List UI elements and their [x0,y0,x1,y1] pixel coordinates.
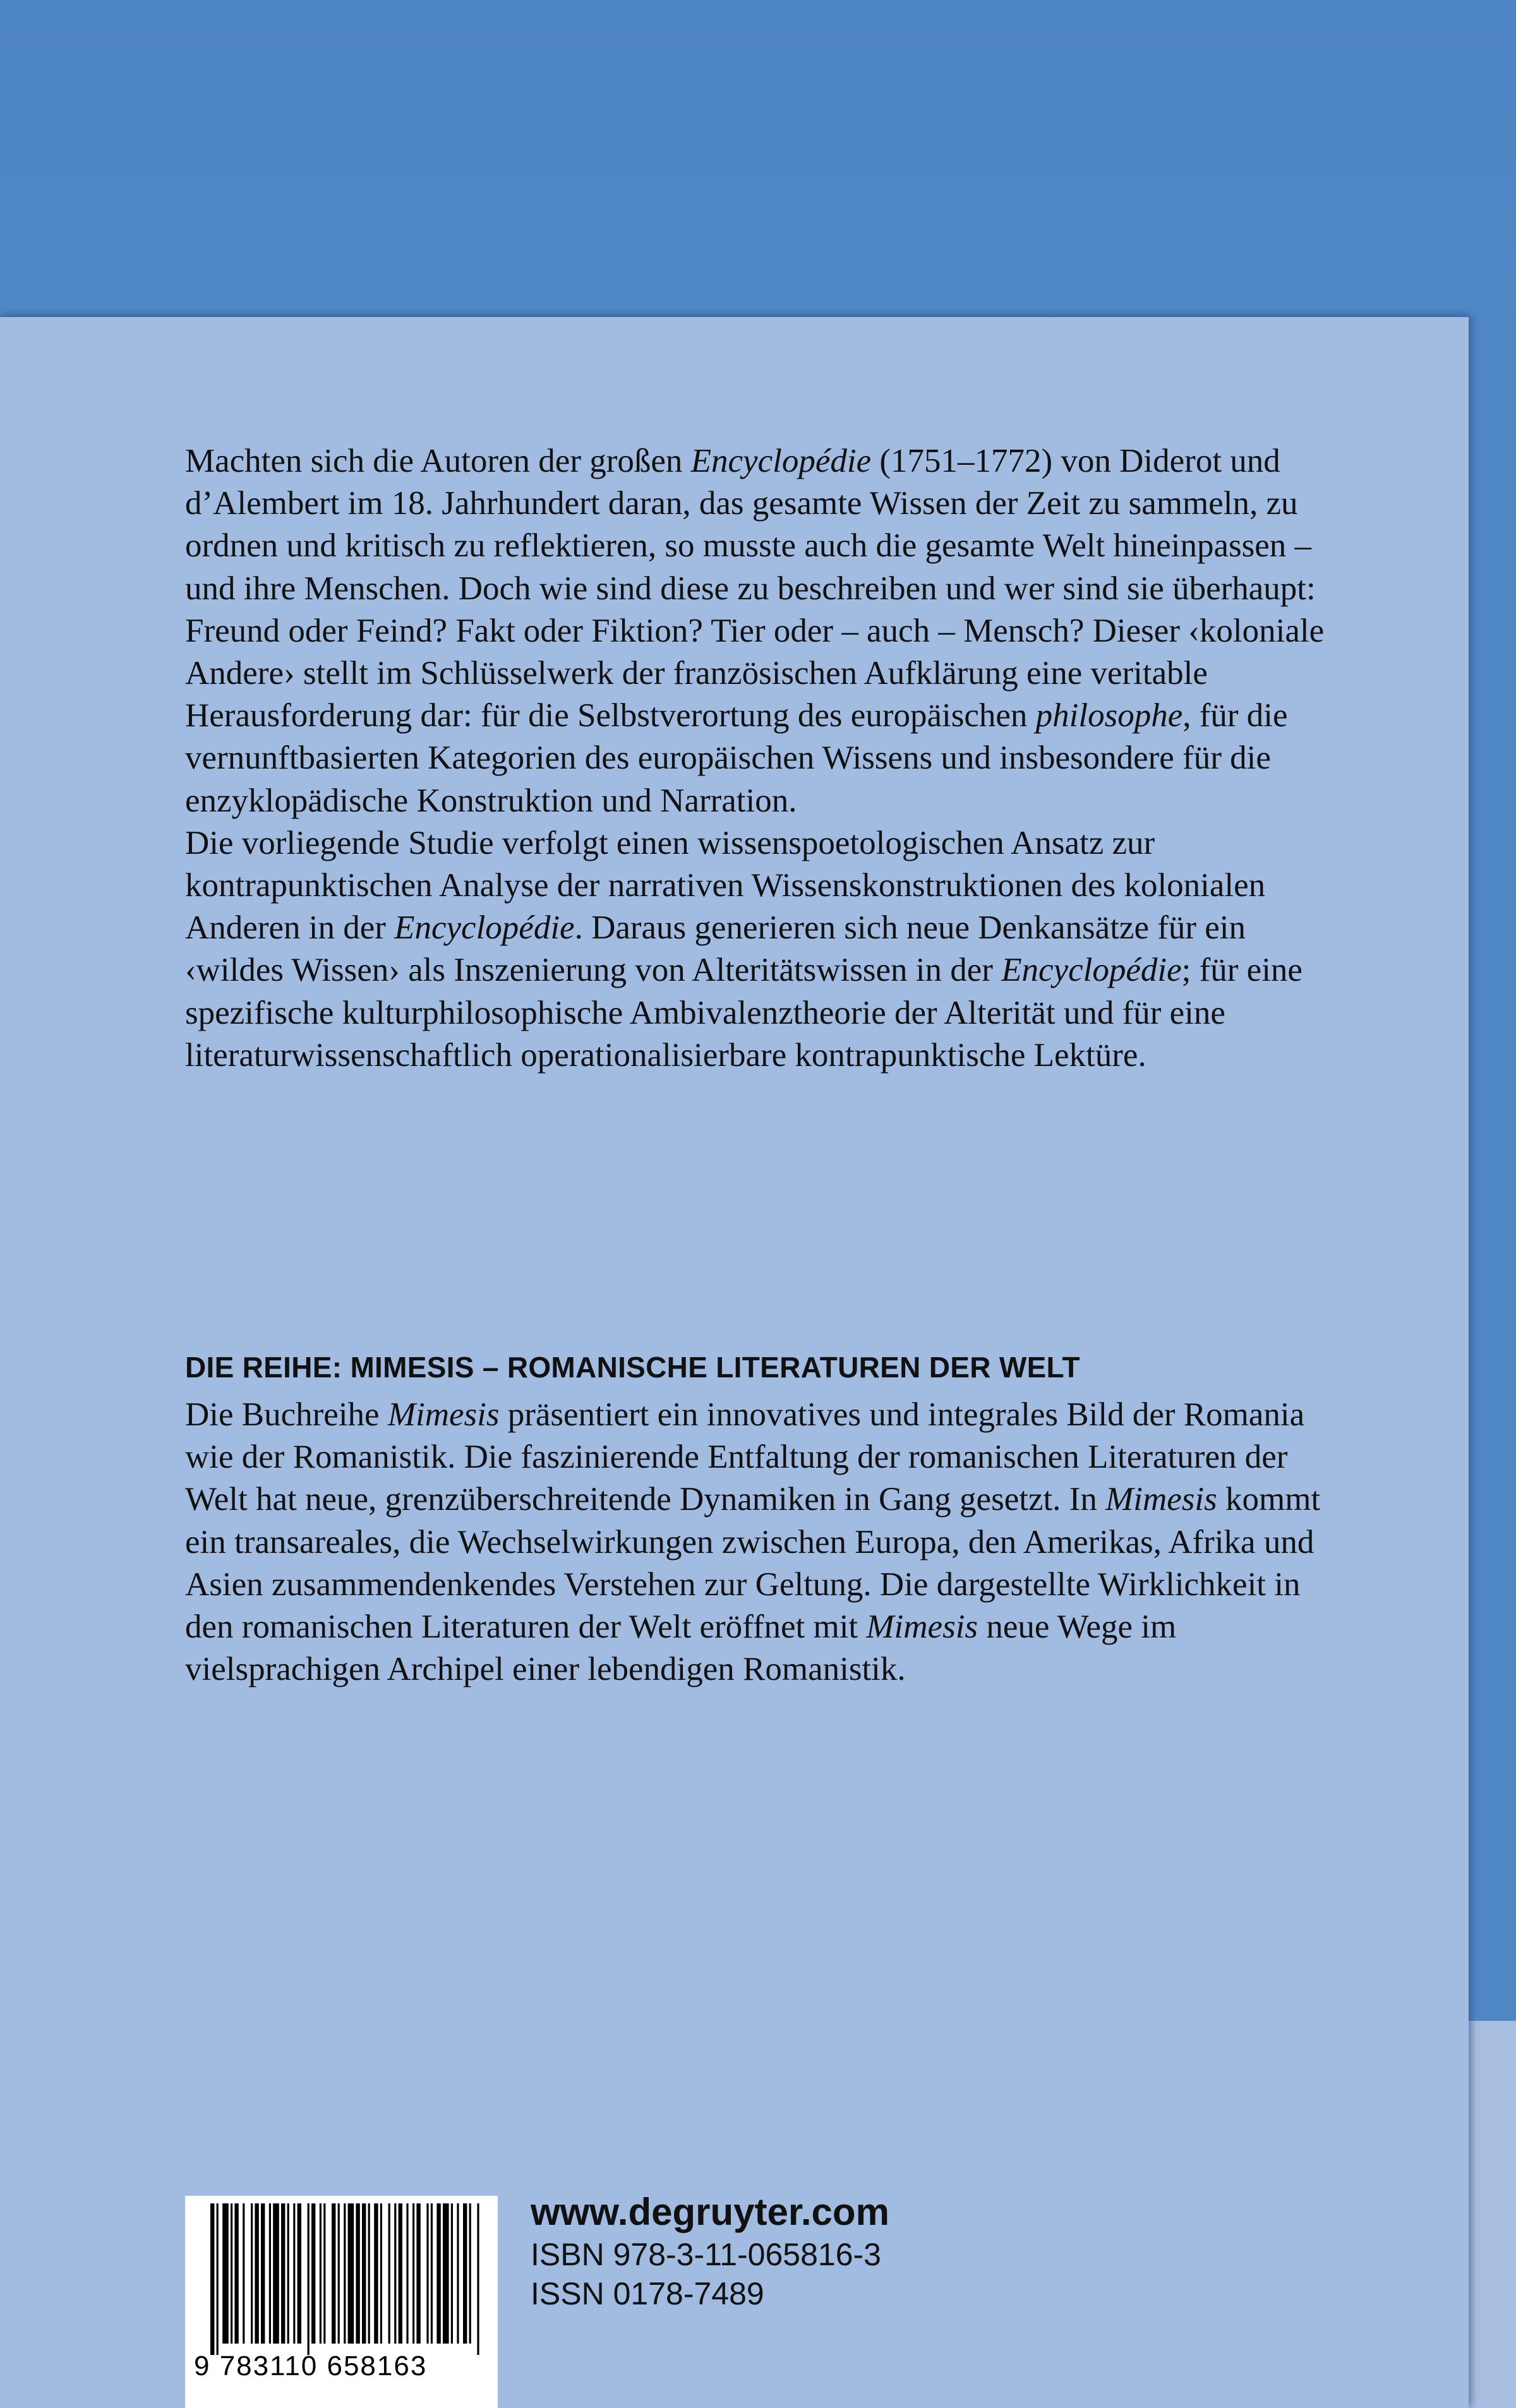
barcode-bar [234,2203,238,2344]
barcode-bar [344,2203,346,2344]
barcode-bar [477,2203,479,2355]
barcode-bar [436,2203,440,2344]
barcode-bar [308,2203,310,2355]
series-text: kommt ein transareales, die Wechselwirkungen zwischen Europa, den Amerikas, Afrika und Asien zusammendenkendes Verstehen zur Geltung. Die dargestellte Wirklichkeit in den romanischen Literaturen der Welt eröffnet mit [185,1481,1321,1646]
barcode-bar [356,2203,359,2344]
publisher-info [531,2189,889,2313]
barcode-bar [323,2203,325,2344]
series-paragraph [185,1394,1341,1691]
blurb-text: , für die vernunftbasierten Kategorien des europäischen Wissens und insbesondere für die enzyklopädische Konstruktion und Narration. [185,697,1288,819]
barcode-digits: 9 783110 658163 [194,2351,428,2381]
blurb-text: (1751–1772) von Diderot und d’Alembert im 18. Jahrhundert daran, das gesamte Wissen der Zeit zu sammeln, zu ordnen und kritisch zu reflektieren, so musste auch die gesamte Welt hineinpassen – und ihre Menschen. Doch wie sind diese zu beschreiben und wer sind sie überhaupt: Freund oder Feind? Fakt oder Fiktion? Tier oder – auch – Mensch? Dieser ‹koloniale Andere› stellt im Schlüsselwerk der französischen Aufklärung eine veritable Herausforderung dar: für die Selbstverortung des europäischen [185,443,1325,734]
barcode-bar [394,2203,396,2344]
back-cover-panel [0,317,1469,2408]
barcode-bar [431,2203,433,2344]
barcode-bar [416,2203,420,2344]
publisher-website-link[interactable]: www.degruyter.com [531,2191,889,2233]
barcode-bar [348,2203,354,2344]
top-color-band [0,0,1516,316]
barcode-bar [281,2203,285,2344]
blurb-text: Machten sich die Autoren der großen [185,443,691,479]
right-edge-strip [1469,2021,1516,2408]
barcode-bar [451,2203,453,2344]
barcode-bar [380,2203,382,2344]
barcode-bar [368,2203,370,2344]
barcode-bar [231,2203,232,2344]
barcode-bar [261,2203,265,2344]
series-description [185,1394,1341,1691]
barcode-bar [399,2203,402,2344]
barcode-bar [338,2203,340,2344]
issn-number: ISSN 0178-7489 [531,2276,764,2311]
series-italic-name: Mimesis [866,1608,978,1646]
barcode-bar [269,2203,271,2344]
barcode-bar [255,2203,258,2344]
blurb-text: . Daraus generieren sich neue Denkansätze für ein ‹wildes Wissen› als Inszenierung von Alteritätswissen in der [185,909,1246,989]
barcode-bar [362,2203,366,2344]
barcode-bar [426,2203,428,2344]
blurb-italic-title: Encyclopédie [394,909,575,947]
barcode-bar [243,2203,244,2344]
series-text: präsentiert ein innovatives und integrales Bild der Romania wie der Romanistik. Die faszinierende Entfaltung der romanischen Literaturen der Welt hat neue, grenzüberschreitende Dynamiken in Gang gesetzt. In [185,1396,1305,1518]
blurb-paragraph-2 [185,822,1341,1077]
series-text: neue Wege im vielsprachigen Archipel einer lebendigen Romanistik. [185,1608,1177,1688]
barcode-bar [222,2203,229,2344]
barcode-bar [332,2203,335,2344]
barcode-bar [251,2203,253,2344]
barcode-bar [293,2203,295,2344]
series-italic-name: Mimesis [1105,1481,1217,1518]
barcode-bar [406,2203,408,2344]
blurb-text: ; für eine spezifische kulturphilosophische Ambivalenztheorie der Alterität und für eine literaturwissenschaftlich operationalisierbare kontrapunktische Lektüre. [185,952,1302,1074]
barcode-bar [287,2203,289,2344]
blurb-text: Die vorliegende Studie verfolgt einen wissenspoetologischen Ansatz zur kontrapunktischen Analyse der narrativen Wissenskonstruktionen des kolonialen Anderen in der [185,824,1266,947]
barcode-bar [457,2203,459,2344]
barcode-bar [311,2203,315,2344]
barcode-bar [320,2203,322,2344]
blurb-italic-title: Encyclopédie [690,443,872,479]
barcode-bar [210,2203,214,2355]
barcode-bar [443,2203,449,2344]
blurb-italic-title: Encyclopédie [1001,952,1182,989]
isbn-number: ISBN 978-3-11-065816-3 [531,2237,881,2272]
isbn-barcode [185,2196,498,2408]
barcode-bar [273,2203,279,2344]
series-text: Die Buchreihe [185,1396,388,1433]
barcode-bar [298,2203,301,2344]
series-heading: DIE REIHE: MIMESIS – ROMANISCHE LITERATUREN DER WELT [185,1351,1080,1384]
barcode-bar [412,2203,414,2344]
series-italic-name: Mimesis [387,1396,500,1433]
barcode-bar [374,2203,378,2344]
book-blurb [185,440,1341,1077]
barcode-bar [388,2203,390,2344]
barcode-bar [217,2203,219,2355]
barcode-bar [463,2203,467,2344]
barcode-bar [469,2203,471,2344]
blurb-paragraph-1 [185,440,1341,822]
blurb-italic-term: philosophe [1035,697,1183,734]
